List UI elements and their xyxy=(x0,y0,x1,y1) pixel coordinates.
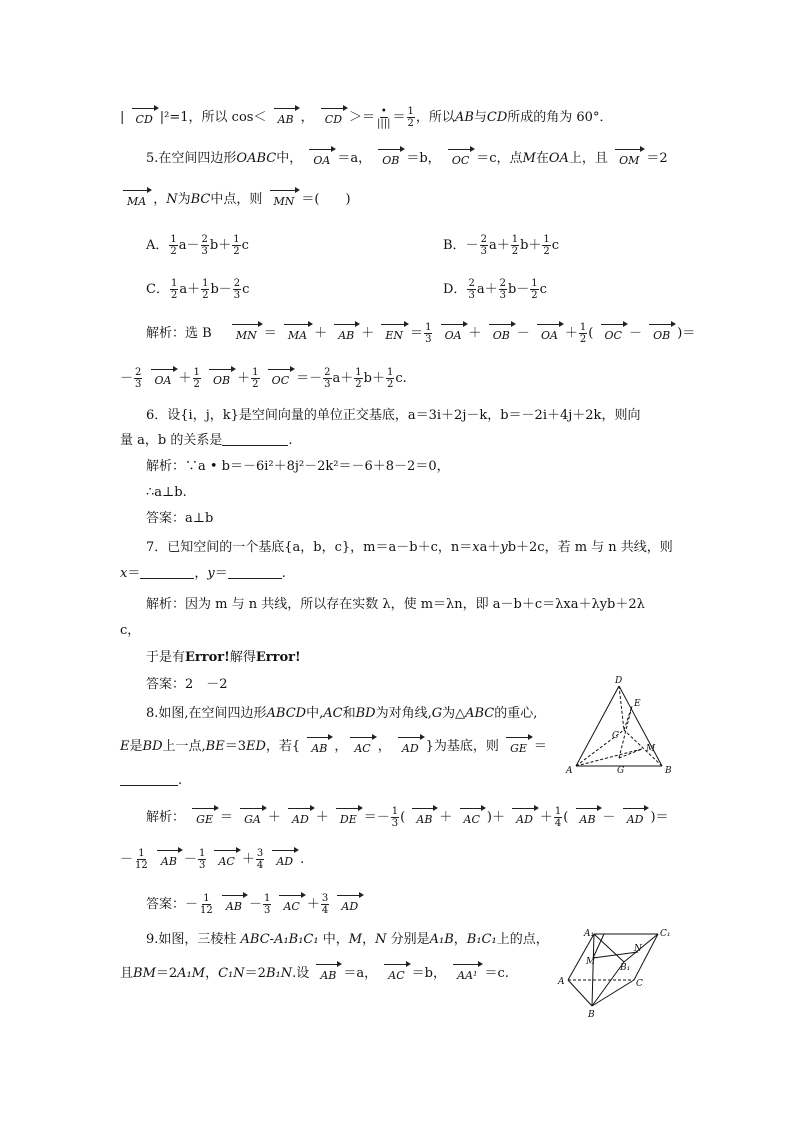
label-m: M xyxy=(586,957,596,967)
q7-solution-line3: 于是有Error!解得Error! xyxy=(146,650,301,665)
q6-stem-line2: 量 a，b 的关系是 . xyxy=(120,433,293,448)
label-c1: C₁ xyxy=(660,929,671,939)
q7-answer: 答案：2 －2 xyxy=(146,677,228,692)
q4-conclusion-line: | CD |²=1，所以 cos＜ AB ， CD ＞＝ • |||| ＝ $\frac{1}{2}$ ，所以AB与CD所成的角为 60°． xyxy=(120,106,613,129)
q8-solution-line2: － $\frac{1}{12}$ AB － $\frac{1}{3}$ AC ＋ $\frac{3}{4}$ AD . xyxy=(120,848,305,871)
label-c: C xyxy=(636,979,643,989)
q7-solution-line2: c， xyxy=(120,623,141,638)
q8-stem-line1: 8.如图,在空间四边形ABCD中,AC和BD为对角线,G为△ABC的重心, xyxy=(146,706,538,721)
label-d: D xyxy=(615,676,623,686)
q6-solution: 解析：∵a • b＝－6i²＋8j²－2k²＝－6＋8－2＝0， xyxy=(146,459,450,474)
q8-answer: 答案：－ $\frac{1}{12}$ AB － $\frac{1}{3}$ AC ＋ $\frac{3}{4}$ AD xyxy=(146,893,365,916)
q8-stem-line2: E是BD上一点,BE＝3ED，若{ AB ， AC ， AD }为基底，则 GE ＝ xyxy=(120,739,547,755)
q6-answer: 答案：a⊥b xyxy=(146,511,214,526)
option-b: B．－ $\frac{2}{3}$ a＋ $\frac{1}{2}$ b＋ $\frac{1}{2}$ c xyxy=(443,234,560,257)
label-e: E xyxy=(634,699,641,709)
answer-blank-x xyxy=(140,578,194,579)
option-d: D． $\frac{2}{3}$ a＋ $\frac{2}{3}$ b－ $\frac{1}{2}$ c xyxy=(443,278,547,301)
figure-prism xyxy=(556,924,686,1020)
q8-solution-line1: 解析： GE ＝ GA ＋ AD ＋ DE ＝－ $\frac{1}{3}$ ( AB ＋ AC )＋ AD ＋ $\frac{1}{4}$ ( AB － AD )＝ xyxy=(146,806,669,829)
vector-cd: CD xyxy=(321,112,346,128)
option-c: C． $\frac{1}{2}$ a＋ $\frac{1}{2}$ b－ $\frac{2}{3}$ c xyxy=(146,278,250,301)
label-n: N xyxy=(634,944,642,954)
label-a: A xyxy=(558,977,565,987)
label-c: C xyxy=(612,731,619,741)
label-b: B xyxy=(665,766,672,776)
q6-stem-line1: 6．设{i，j，k}是空间向量的单位正交基底，a＝3i＋2j－k，b＝－2i＋4j＋2k，则向 xyxy=(146,408,641,423)
q5-stem-line2: MA ，N为BC中点，则 MN ＝( ) xyxy=(120,192,351,210)
figure-tetrahedron xyxy=(562,676,682,780)
q5-solution-line2: － $\frac{2}{3}$ OA ＋ $\frac{1}{2}$ OB ＋ $\frac{1}{2}$ OC ＝－ $\frac{2}{3}$ a＋ $\frac{1}{2}$ b＋ $\frac{1}{2}$ c. xyxy=(120,367,407,390)
label-g: G xyxy=(617,766,625,776)
label-a: A xyxy=(566,766,573,776)
q7-stem-line2: x＝ ，y＝ . xyxy=(120,566,286,581)
q7-stem-line1: 7．已知空间的一个基底{a，b，c}，m＝a－b＋c，n＝xa＋yb＋2c，若 m 与 n 共线，则 xyxy=(146,540,673,555)
fraction: • |||| xyxy=(377,106,391,129)
answer-blank xyxy=(222,445,288,446)
label-a1: A₁ xyxy=(584,929,595,939)
label-m: M xyxy=(646,744,656,754)
q7-solution-line1: 解析：因为 m 与 n 共线，所以存在实数 λ，使 m＝λn，即 a－b＋c＝λxa＋λyb＋2λ xyxy=(146,597,645,612)
fraction: $\frac{1}{2}$ xyxy=(407,106,414,129)
vector-ab: AB xyxy=(274,112,298,128)
option-a: A． $\frac{1}{2}$ a－ $\frac{2}{3}$ b＋ $\frac{1}{2}$ c xyxy=(146,234,249,257)
vector-cd: CD xyxy=(132,112,157,128)
label-b: B xyxy=(588,1010,595,1020)
q9-stem-line1: 9.如图，三棱柱 ABC-A₁B₁C₁ 中，M，N 分别是A₁B，B₁C₁上的点， xyxy=(146,932,549,947)
answer-blank xyxy=(120,785,178,786)
answer-blank-y xyxy=(228,578,282,579)
q5-stem-line1: 5.在空间四边形OABC中， OA ＝a， OB ＝b， OC ＝c，点M在OA上，且 OM ＝2 xyxy=(146,151,668,167)
q5-solution-line1: 解析：选 B MN ＝ MA ＋ AB ＋ EN ＝ $\frac{1}{3}$ OA ＋ OB － OA ＋ $\frac{1}{2}$ ( OC － OB )＝ xyxy=(146,322,696,345)
q9-stem-line2: 且BM＝2A₁M，C₁N＝2B₁N.设 AB ＝a， AC ＝b， AA¹ ＝c. xyxy=(120,966,509,982)
q6-solution-conclusion: ∴a⊥b. xyxy=(146,485,187,500)
label-b1: B₁ xyxy=(620,963,631,973)
q8-stem-line3: . xyxy=(120,773,182,789)
